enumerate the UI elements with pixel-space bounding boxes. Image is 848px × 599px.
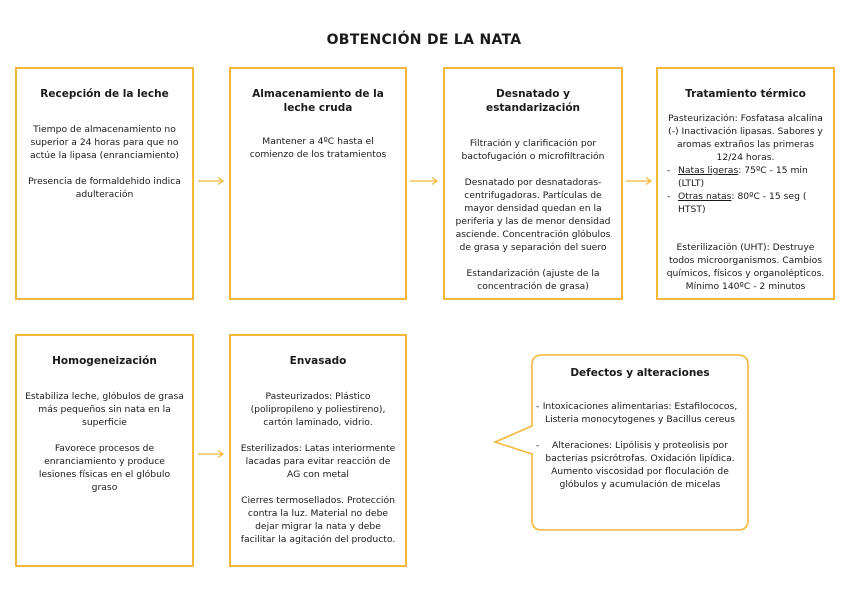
- list-item: - Intoxicaciones alimentarias: Estafilococos, Listeria monocytogenes y Bacillus cereus: [538, 400, 742, 426]
- box-desnatado-title: Desnatado y estandarización: [485, 88, 581, 114]
- otras-natas-label: Otras natas: [678, 191, 732, 202]
- list-item: - Alteraciones: Lipólisis y proteolisis por bacterias psicrótrofas. Oxidación lipídica. Aumento viscosidad por floculación de glóbulos y acumulación de micelas: [538, 439, 742, 491]
- box-envasado: [229, 334, 407, 567]
- arrow-2: [410, 176, 440, 186]
- box-homogeneizacion-title: Homogeneización: [52, 355, 157, 367]
- box-homogeneizacion-text-2: Favorece procesos de enranciamiento y produce lesiones físicas en el glóbulo graso: [38, 443, 171, 493]
- box-almacenamiento: [229, 67, 407, 300]
- box-tratamiento-text-2: Esterilización (UHT): Destruye todos microorganismos. Cambios químicos, físicos y organolépticos. Mínimo 140ºC - 2 minutos: [666, 242, 825, 292]
- box-homogeneizacion: [15, 334, 194, 567]
- box-envasado-text-3: Cierres termosellados. Protección contra la luz. Material no debe dejar migrar la nata y debe facilitar la agitación del producto.: [240, 495, 396, 545]
- otras-natas-text: : 80ºC - 15 seg ( HTST): [678, 191, 807, 215]
- natas-ligeras-label: Natas ligeras: [678, 165, 739, 176]
- box-tratamiento-list: [664, 164, 827, 216]
- box-tratamiento-title: Tratamiento térmico: [685, 88, 806, 100]
- box-desnatado: [443, 67, 623, 300]
- box-envasado-title: Envasado: [289, 355, 347, 367]
- diagram-title: OBTENCIÓN DE LA NATA: [326, 32, 522, 48]
- box-defectos-title: Defectos y alteraciones: [570, 367, 710, 379]
- arrow-3: [626, 176, 654, 186]
- box-homogeneizacion-text-1: Estabiliza leche, glóbulos de grasa más pequeños sin nata en la superficie: [25, 391, 184, 428]
- list-item: [664, 164, 827, 190]
- arrow-4: [198, 449, 226, 459]
- box-desnatado-text-3: Estandarización (ajuste de la concentración de grasa): [466, 268, 600, 292]
- box-defectos-item-2: Alteraciones: Lipólisis y proteolisis por bacterias psicrótrofas. Oxidación lipídica. Aumento viscosidad por floculación de glóbulos y acumulación de micelas: [545, 440, 735, 490]
- box-tratamiento: [656, 67, 835, 300]
- list-item: [664, 190, 827, 216]
- box-envasado-text-2: Esterilizados: Latas interiormente lacadas para evitar reacción de AG con metal: [240, 443, 396, 480]
- box-tratamiento-text-1: Pasteurización: Fosfatasa alcalina (-) Inactivación lipasas. Sabores y aromas extraños las primeras 12/24 horas.: [668, 113, 823, 163]
- box-recepcion-title: Recepción de la leche: [40, 88, 169, 100]
- box-recepcion-text-1: Tiempo de almacenamiento no superior a 24 horas para que no actúe la lipasa (enranciamiento): [30, 124, 179, 161]
- box-recepcion-text-2: Presencia de formaldehido indica adulteración: [28, 176, 181, 200]
- arrow-1: [198, 176, 226, 186]
- box-desnatado-text-1: Filtración y clarificación por bactofugación o microfiltración: [461, 138, 605, 162]
- natas-ligeras-text: : 75ºC - 15 min (LTLT): [678, 165, 808, 189]
- box-defectos-item-1: Intoxicaciones alimentarias: Estafilococos, Listeria monocytogenes y Bacillus cereus: [542, 401, 738, 425]
- box-envasado-text-1: Pasteurizados: Plástico (polipropileno y poliestireno), cartón laminado, vidrio.: [250, 391, 386, 428]
- box-almacenamiento-text-1: Mantener a 4ºC hasta el comienzo de los tratamientos: [249, 136, 387, 160]
- box-almacenamiento-title: Almacenamiento de la leche cruda: [252, 88, 384, 114]
- box-recepcion: [15, 67, 194, 300]
- box-desnatado-text-2: Desnatado por desnatadoras-centrifugadoras. Partículas de mayor densidad quedan en la periferia y las de menor densidad asciende. Concentración glóbulos de grasa y separación del suero: [455, 177, 611, 253]
